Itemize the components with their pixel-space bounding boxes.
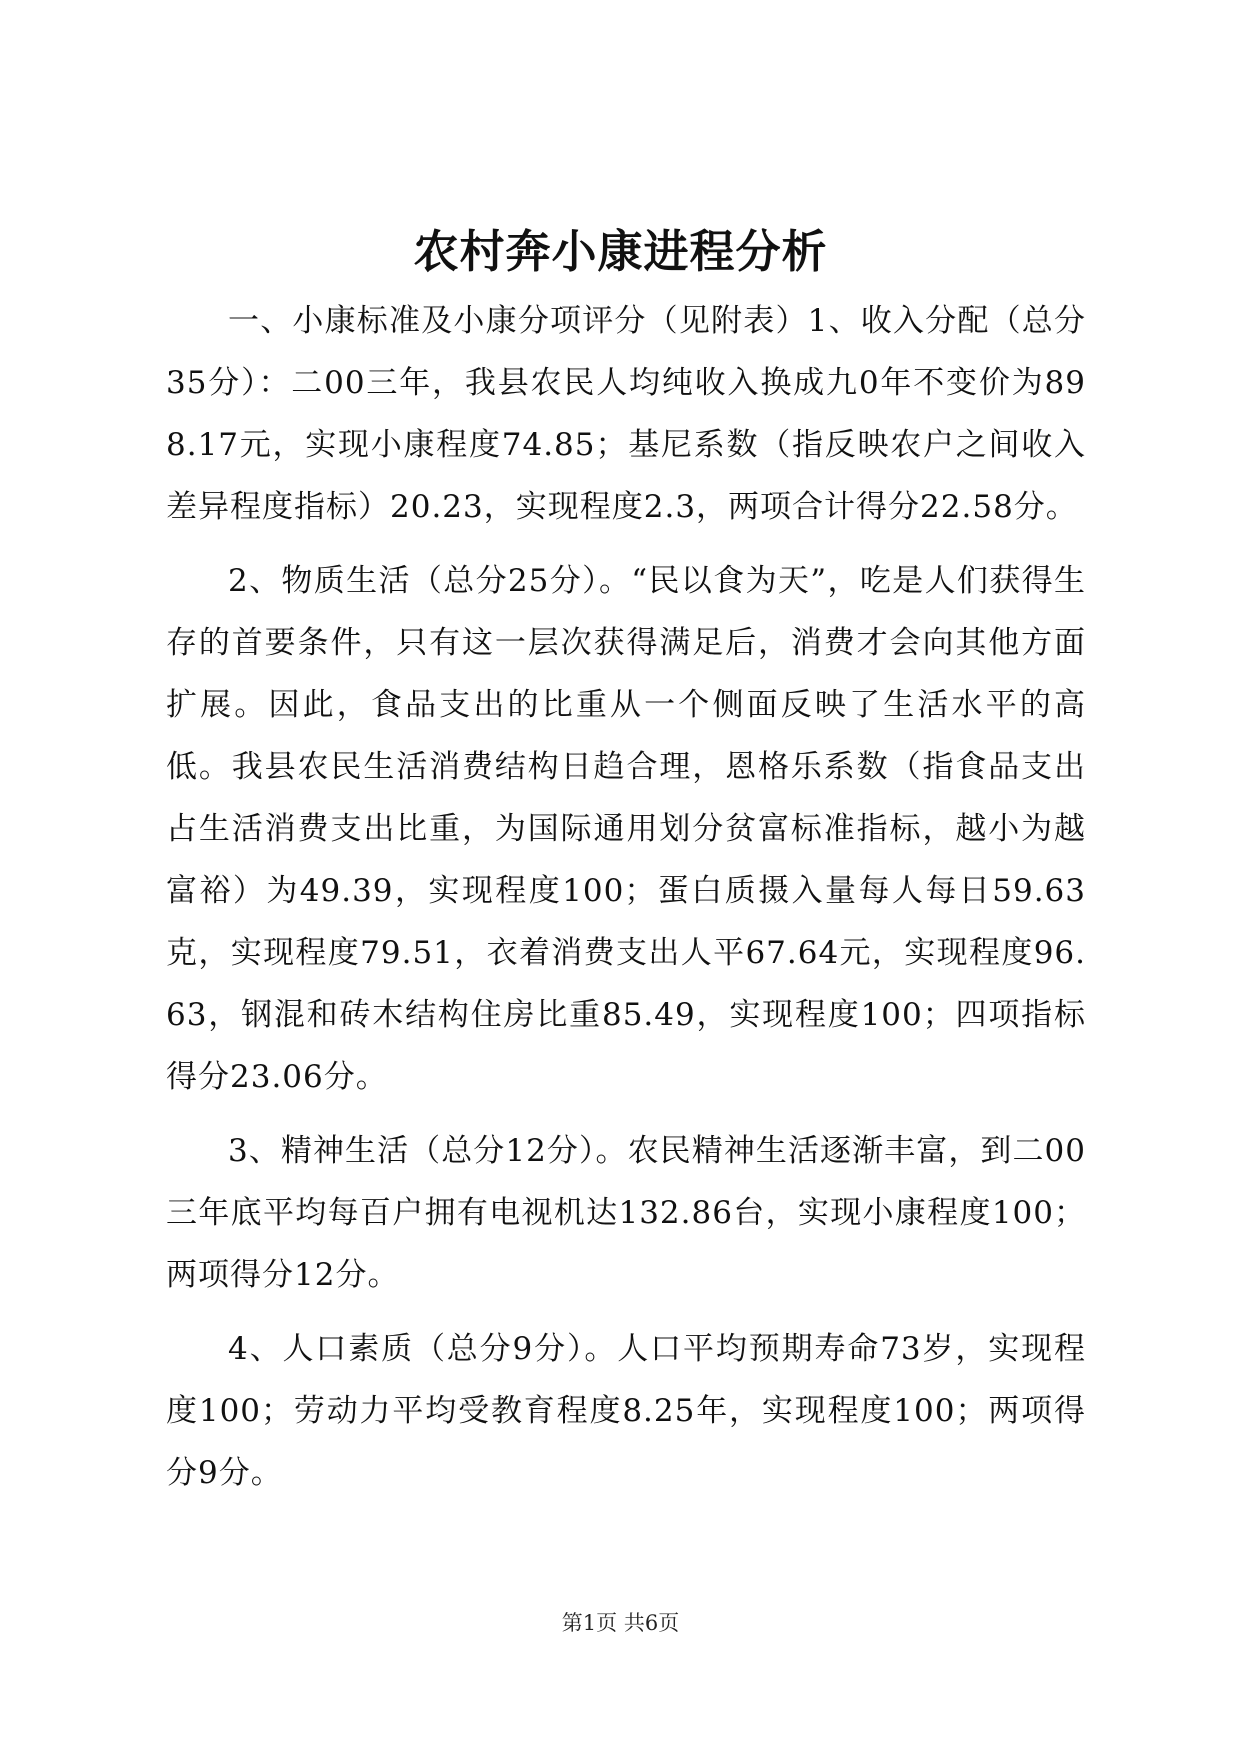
paragraph-spiritual-life: 3、精神生活（总分12分）。农民精神生活逐渐丰富，到二00三年底平均每百户拥有电视机达132.86台，实现小康程度100；两项得分12分。 — [166, 1133, 1086, 1293]
paragraph-income-distribution: 一、小康标准及小康分项评分（见附表）1、收入分配（总分35分）：二00三年，我县农民人均纯收入换成九0年不变价为898.17元，实现小康程度74.85；基尼系数（指反映农户之间收入差异程度指标）20.23，实现程度2.3，两项合计得分22.58分。 — [166, 303, 1086, 525]
document-body — [166, 290, 1086, 1516]
paragraph-material-life: 2、物质生活（总分25分）。“民以食为天”，吃是人们获得生存的首要条件，只有这一层次获得满足后，消费才会向其他方面扩展。因此，食品支出的比重从一个侧面反映了生活水平的高低。我县农民生活消费结构日趋合理，恩格乐系数（指食品支出占生活消费支出比重，为国际通用划分贫富标准指标，越小为越富裕）为49.39，实现程度100；蛋白质摄入量每人每日59.63克，实现程度79.51，衣着消费支出人平67.64元，实现程度96.63，钢混和砖木结构住房比重85.49，实现程度100；四项指标得分23.06分。 — [166, 563, 1086, 1095]
paragraph-population-quality: 4、人口素质（总分9分）。人口平均预期寿命73岁，实现程度100；劳动力平均受教育程度8.25年，实现程度100；两项得分9分。 — [166, 1331, 1086, 1491]
document-title: 农村奔小康进程分析 — [413, 225, 828, 278]
page-number-footer: 第1页 共6页 — [561, 1611, 680, 1635]
